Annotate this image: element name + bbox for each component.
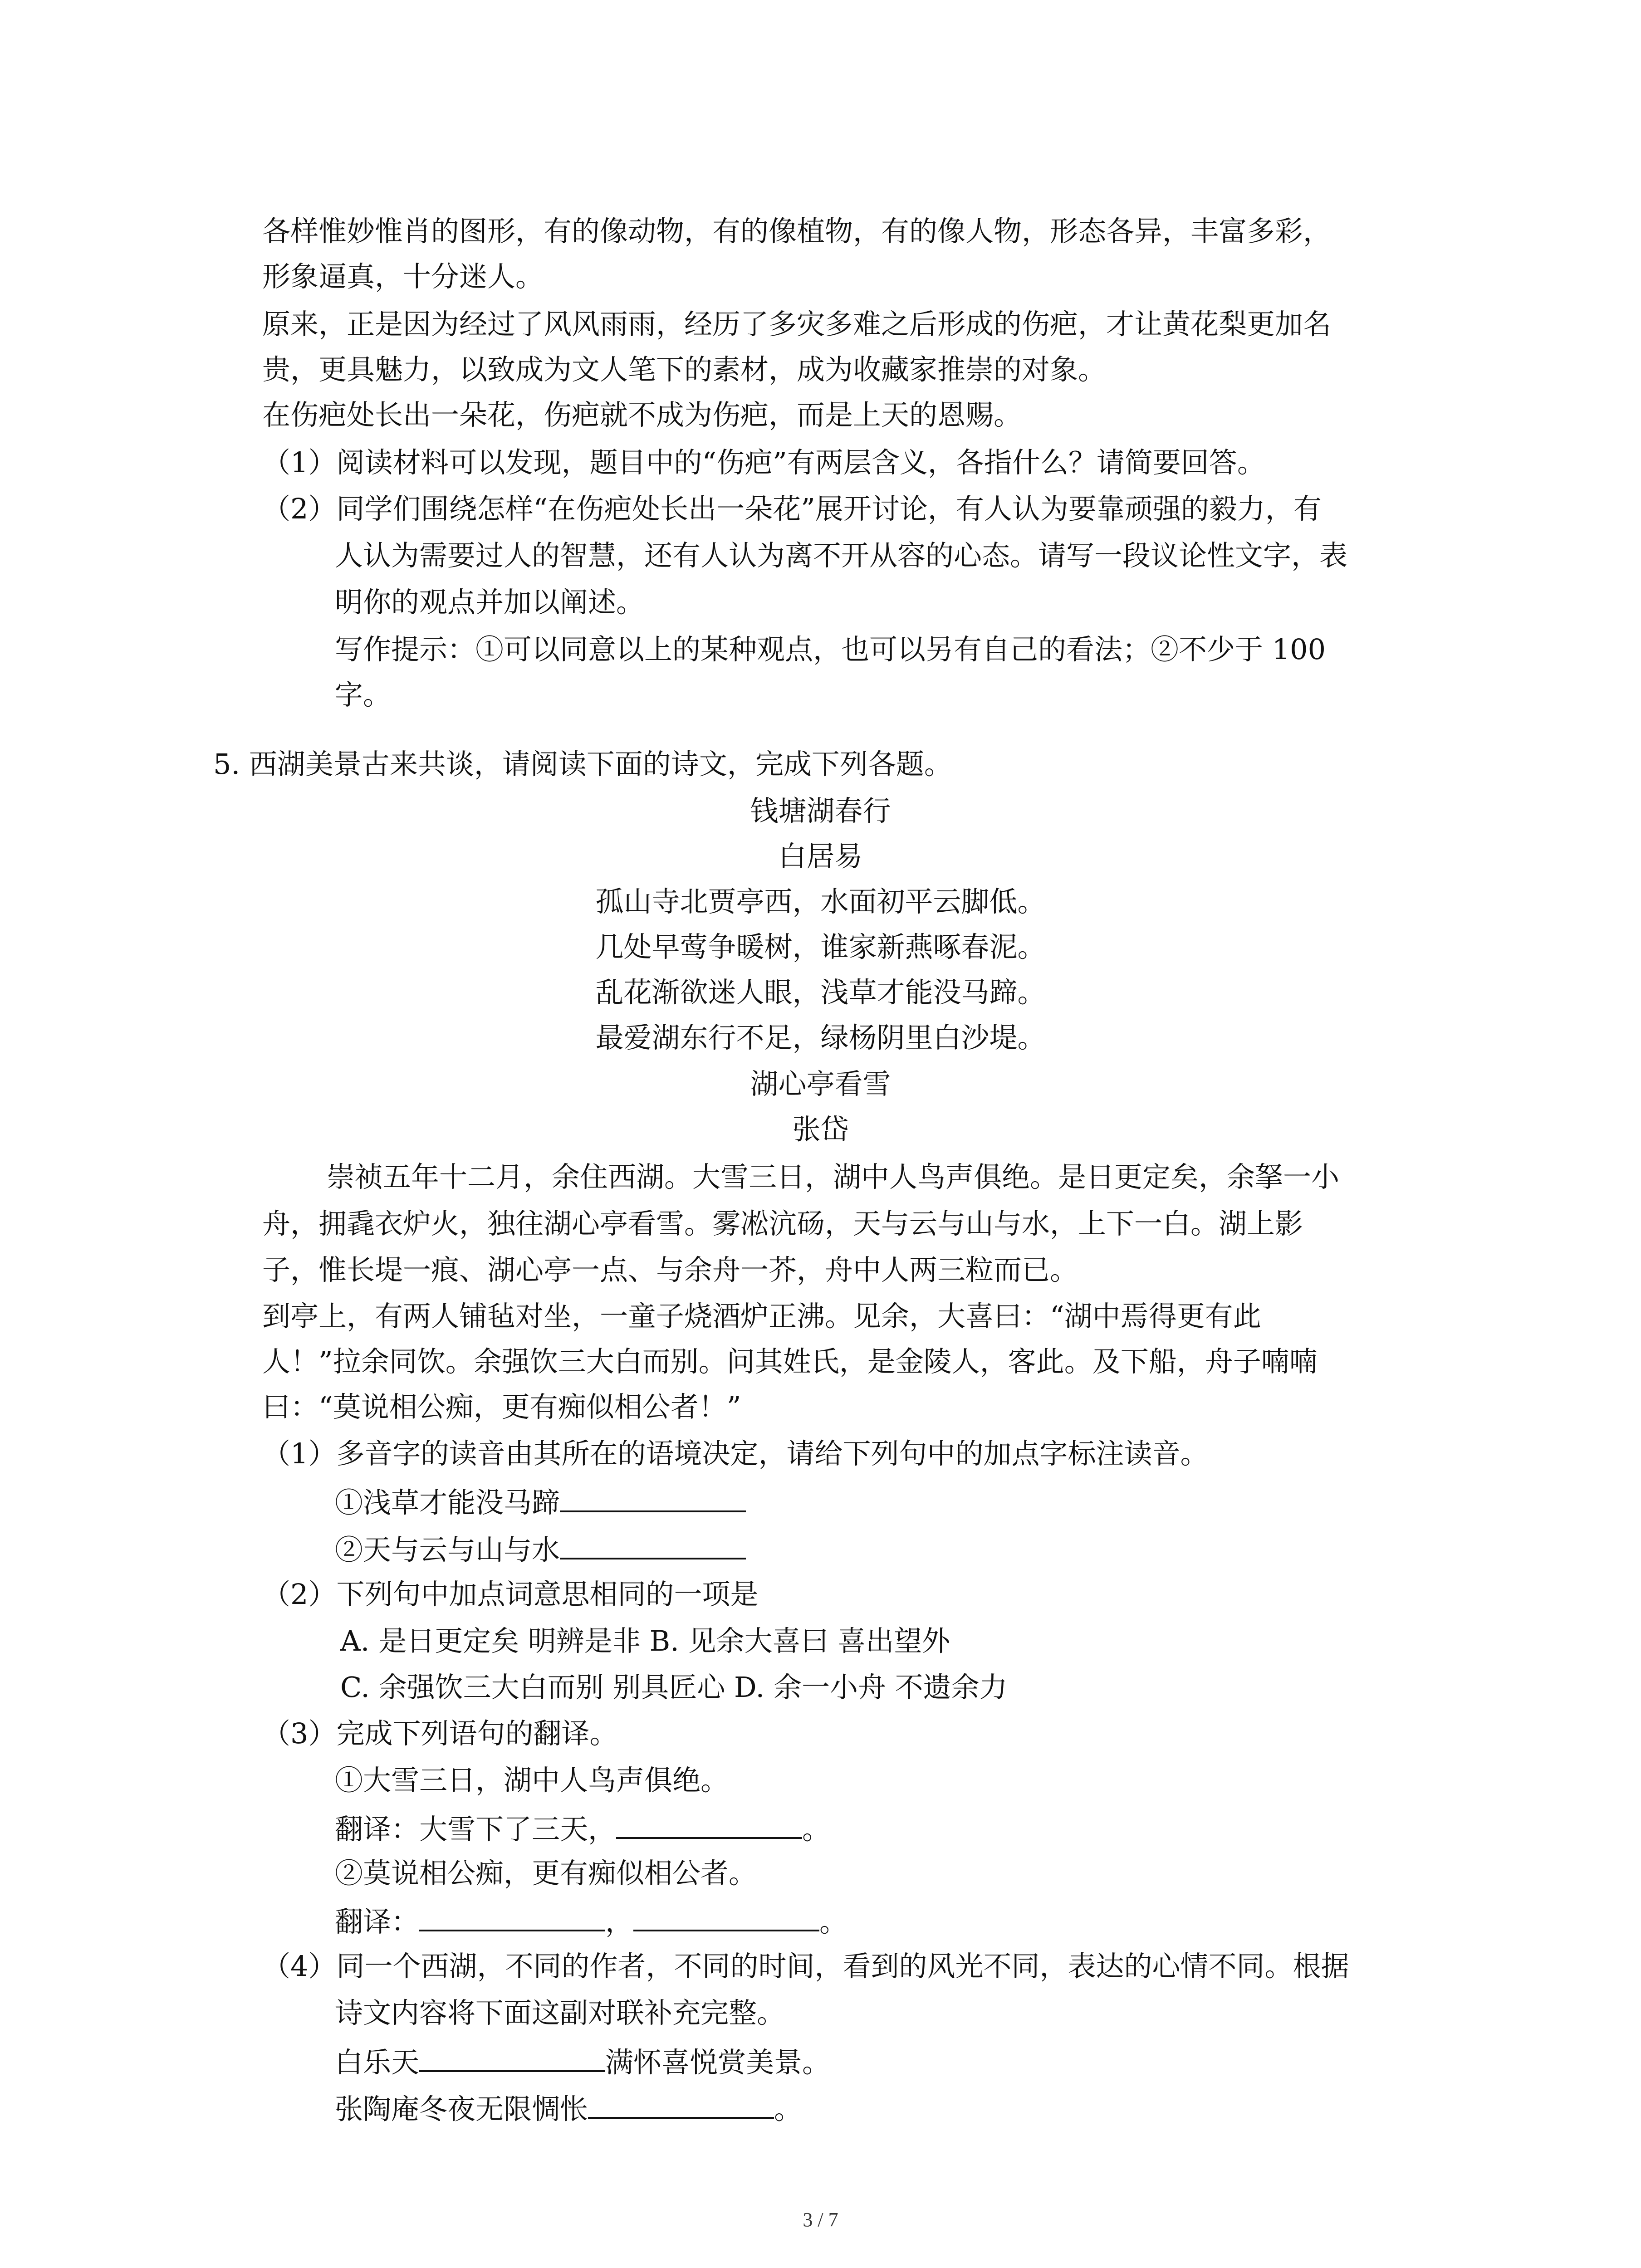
writing-hint-cont: 字。	[335, 678, 392, 711]
question-5-sub-2: （2）下列句中加点词意思相同的一项是	[262, 1578, 759, 1611]
answer-blank[interactable]	[560, 1482, 746, 1512]
couplet-prefix: 白乐天	[335, 2046, 420, 2079]
translation-answer	[335, 1809, 830, 1848]
writing-hint: 写作提示：①可以同意以上的某种观点，也可以另有自己的看法；②不少于 100	[335, 633, 1326, 666]
answer-blank[interactable]	[633, 1901, 819, 1931]
prose-line: 崇祯五年十二月，余住西湖。大雪三日，湖中人鸟声俱绝。是日更定矣，余拏一小	[327, 1160, 1340, 1193]
passage-line: 原来，正是因为经过了风风雨雨，经历了多灾多难之后形成的伤疤，才让黄花梨更加名	[262, 308, 1332, 341]
poem-line: 最爱湖东行不足，绿杨阴里白沙堤。	[595, 1021, 1046, 1054]
pronunciation-item	[335, 1482, 746, 1521]
couplet-line	[335, 2089, 802, 2127]
prose-author: 张岱	[792, 1113, 849, 1146]
poem-line: 乱花渐欲迷人眼，浅草才能没马蹄。	[595, 976, 1046, 1009]
poem-line: 孤山寺北贾亭西，水面初平云脚低。	[595, 885, 1046, 918]
translation-answer	[335, 1901, 847, 1940]
passage-line: 形象逼真，十分迷人。	[262, 260, 544, 293]
couplet-line	[335, 2042, 830, 2081]
question-5-sub-4-cont: 诗文内容将下面这副对联补充完整。	[335, 1996, 785, 2029]
question-4-sub-1: （1）阅读材料可以发现，题目中的“伤疤”有两层含义，各指什么？请简要回答。	[262, 446, 1265, 479]
prose-title: 湖心亭看雪	[750, 1067, 891, 1100]
couplet-suffix: 满怀喜悦赏美景。	[605, 2046, 831, 2079]
poem-line: 几处早莺争暖树，谁家新燕啄春泥。	[595, 930, 1046, 963]
translation-prefix: 翻译：大雪下了三天，	[335, 1813, 617, 1846]
question-4-sub-2-cont: 明你的观点并加以阐述。	[335, 586, 645, 619]
answer-blank[interactable]	[588, 2089, 774, 2119]
translation-item: ②莫说相公痴，更有痴似相公者。	[335, 1857, 757, 1890]
poem-author: 白居易	[778, 840, 863, 873]
pronunciation-item-text: ②天与云与山与水	[335, 1533, 560, 1566]
translation-item: ①大雪三日，湖中人鸟声俱绝。	[335, 1764, 729, 1797]
choice-row: A. 是日更定矣 明辨是非 B. 见余大喜曰 喜出望外	[340, 1624, 950, 1657]
answer-blank[interactable]	[419, 1901, 605, 1931]
question-4-sub-2-cont: 人认为需要过人的智慧，还有人认为离不开从容的心态。请写一段议论性文字，表	[335, 539, 1348, 572]
translation-prefix: 翻译：	[335, 1905, 420, 1938]
passage-line: 各样惟妙惟肖的图形，有的像动物，有的像植物，有的像人物，形态各异，丰富多彩，	[262, 215, 1332, 248]
answer-blank[interactable]	[560, 1530, 746, 1559]
pronunciation-item-text: ①浅草才能没马蹄	[335, 1486, 560, 1519]
answer-blank[interactable]	[419, 2042, 605, 2072]
passage-line: 在伤疤处长出一朵花，伤疤就不成为伤疤，而是上天的恩赐。	[262, 398, 1022, 431]
poem-title: 钱塘湖春行	[750, 794, 891, 827]
pronunciation-item	[335, 1530, 746, 1568]
prose-line: 舟，拥毳衣炉火，独往湖心亭看雪。雾凇沆砀，天与云与山与水，上下一白。湖上影	[262, 1207, 1303, 1240]
question-5-sub-4: （4）同一个西湖，不同的作者，不同的时间，看到的风光不同，表达的心情不同。根据	[262, 1950, 1349, 1983]
question-5-sub-3: （3）完成下列语句的翻译。	[262, 1717, 618, 1750]
question-5-intro: 5. 西湖美景古来共谈，请阅读下面的诗文，完成下列各题。	[213, 748, 952, 781]
period-mark: 。	[802, 1813, 831, 1846]
passage-line: 贵，更具魅力，以致成为文人笔下的素材，成为收藏家推崇的对象。	[262, 353, 1107, 386]
answer-blank[interactable]	[616, 1809, 802, 1839]
choice-row: C. 余强饮三大白而别 别具匠心 D. 余一小舟 不遗余力	[340, 1671, 1008, 1704]
prose-line: 子，惟长堤一痕、湖心亭一点、与余舟一芥，舟中人两三粒而已。	[262, 1253, 1078, 1286]
page-number: 3 / 7	[803, 2209, 838, 2231]
period-mark: 。	[819, 1905, 848, 1938]
question-5-sub-1: （1）多音字的读音由其所在的语境决定，请给下列句中的加点字标注读音。	[262, 1437, 1209, 1470]
question-4-sub-2: （2）同学们围绕怎样“在伤疤处长出一朵花”展开讨论，有人认为要靠顽强的毅力，有	[262, 492, 1322, 525]
couplet-prefix: 张陶庵冬夜无限惆怅	[335, 2092, 588, 2126]
prose-line: 曰：“莫说相公痴，更有痴似相公者！”	[262, 1390, 741, 1423]
prose-line: 到亭上，有两人铺毡对坐，一童子烧酒炉正沸。见余，大喜曰：“湖中焉得更有此	[262, 1300, 1261, 1333]
period-mark: 。	[774, 2092, 803, 2126]
comma-mark: ，	[605, 1905, 634, 1938]
prose-line: 人！”拉余同饮。余强饮三大白而别。问其姓氏，是金陵人，客此。及下船，舟子喃喃	[262, 1345, 1318, 1378]
